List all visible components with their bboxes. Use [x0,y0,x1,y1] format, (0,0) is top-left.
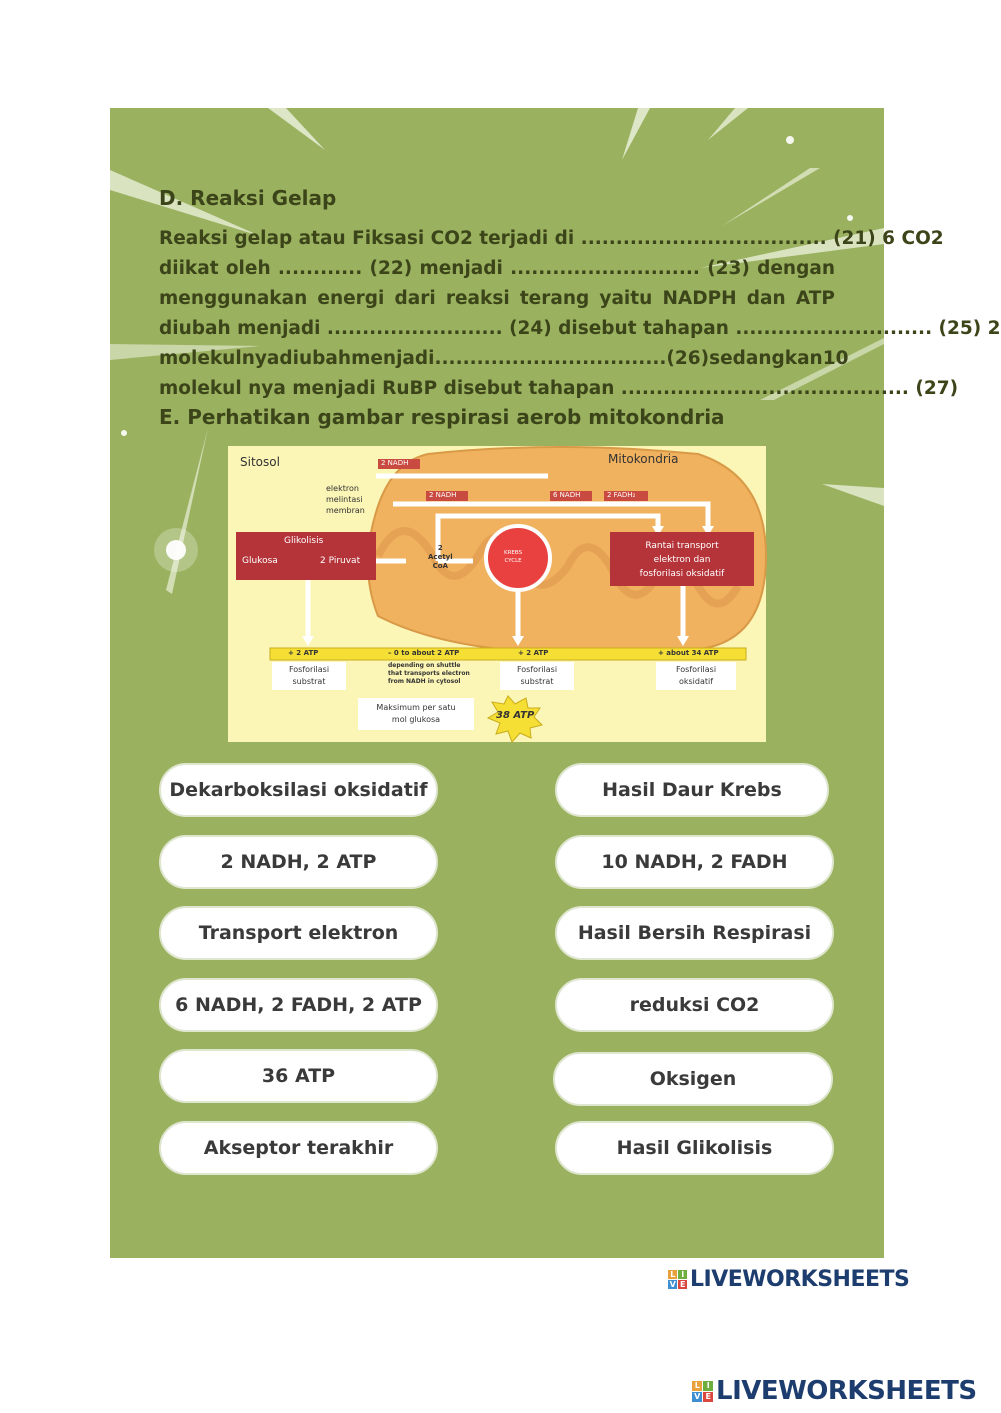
word: dari [394,288,436,309]
krebs-line: CYCLE [504,558,522,564]
shuttle-line: depending on shuttle [388,662,461,669]
blank-22: ............ [277,258,363,279]
logo-letter: V [692,1392,702,1402]
answer-card-hasil-daur-krebs[interactable]: Hasil Daur Krebs [555,763,829,817]
rantai-text [616,539,748,581]
fosforilasi-oksidatif [656,662,736,690]
maks-line: Maksimum per satu [376,703,456,712]
answer-card-6nadh-2fadh-2atp[interactable]: 6 NADH, 2 FADH, 2 ATP [159,978,438,1032]
paragraph-line [159,374,959,404]
liveworksheets-logo-inline [668,1267,909,1292]
paragraph-line [159,254,835,284]
word: (26) [666,348,710,369]
nadh-2-text: 2 NADH [429,491,457,499]
answer-card-dekarboksilasi[interactable]: Dekarboksilasi oksidatif [159,763,438,817]
answer-card-reduksi-co2[interactable]: reduksi CO2 [555,978,834,1032]
word: menjadi [351,348,435,369]
answer-card-oksigen[interactable]: Oksigen [553,1052,833,1106]
rantai-line: Rantai transport [645,541,719,551]
word: NADPH [662,288,737,309]
paragraph-line [159,224,944,254]
sitosol-label: Sitosol [240,455,280,469]
answer-card-hasil-bersih-respirasi[interactable]: Hasil Bersih Respirasi [555,906,834,960]
word: dengan [757,258,835,279]
word: diikat [159,258,219,279]
word: reaksi [445,288,510,309]
word: menjadi [419,258,503,279]
nadh-top-text: 2 NADH [381,459,409,467]
elektron-label [326,483,365,516]
fosf-line: substrat [520,677,554,686]
atp-2-text: – 0 to about 2 ATP [388,649,460,657]
brand-name: LIVEWORKSHEETS [690,1267,910,1292]
mitokondria-label: Mitokondria [608,452,679,466]
section-d-paragraph [159,224,1001,404]
maks-line: mol glukosa [391,715,441,724]
rantai-line: fosforilasi oksidatif [639,569,725,579]
atp-4-text: + about 34 ATP [658,649,719,657]
paragraph-line [159,344,849,374]
liveworksheets-logo-footer [692,1376,977,1406]
atp-1-text: + 2 ATP [288,649,319,657]
acetyl-line: 2 [437,544,443,552]
acetyl-line: CoA [432,562,448,570]
paragraph-line [159,284,835,314]
answer-card-2nadh-2atp[interactable]: 2 NADH, 2 ATP [159,835,438,889]
fosf-line: substrat [292,677,326,686]
answer-card-akseptor-terakhir[interactable]: Akseptor terakhir [159,1121,438,1175]
word: ATP [795,288,835,309]
logo-letter: E [703,1392,713,1402]
blank-23: ........................... [510,258,700,279]
answer-card-transport-elektron[interactable]: Transport elektron [159,906,438,960]
respiration-diagram [228,446,766,742]
section-d-heading: D. Reaksi Gelap [159,186,337,210]
nadh-6-text: 6 NADH [553,491,581,499]
word: menggunakan [159,288,308,309]
word: terang [519,288,590,309]
elektron-line: elektron [326,484,359,493]
atp-3-text: + 2 ATP [518,649,549,657]
worksheet-page [110,108,1001,1258]
word: nya [241,348,280,369]
answer-card-hasil-glikolisis[interactable]: Hasil Glikolisis [555,1121,834,1175]
answer-card-36atp[interactable]: 36 ATP [159,1049,438,1103]
word: (23) [707,258,750,279]
answer-card-10nadh-2fadh[interactable]: 10 NADH, 2 FADH [555,835,834,889]
word: yaitu [599,288,653,309]
fosforilasi-substrat-2 [500,662,574,690]
logo-letter: L [668,1270,677,1279]
glikolisis-text: Glikolisis [284,536,324,546]
shuttle-note [388,662,470,686]
word: dan [746,288,786,309]
word: oleh [225,258,271,279]
rantai-line: elektron dan [653,555,711,565]
section-e-heading: E. Perhatikan gambar respirasi aerob mitokondria [159,405,725,429]
word: 10 [822,348,849,369]
total-atp-text: 38 ATP [496,710,535,721]
fosf-line: Fosforilasi [675,665,717,674]
fosf-line: Fosforilasi [288,665,330,674]
line-text: molekul nya menjadi RuBP disebut tahapan ......................................... (27) [159,378,959,399]
shuttle-line: from NADH in cytosol [388,678,461,685]
word: molekul [159,348,242,369]
line-text: diubah menjadi ......................... (24) disebut tahapan ............................ (25) 2 [159,318,1001,339]
paragraph-line [159,314,1001,344]
liveworksheets-icon [692,1381,713,1402]
logo-letter: L [692,1381,702,1391]
shuttle-line: that transports electron [388,670,470,677]
word: (22) [369,258,413,279]
blank-26: ................................. [434,348,667,369]
krebs-label [504,549,522,565]
logo-letter: I [703,1381,713,1391]
word: energi [317,288,385,309]
acetyl-line: Acetyl [428,553,453,561]
elektron-line: membran [326,506,365,515]
krebs-line: KREBS [504,550,523,556]
word: sedangkan [709,348,823,369]
diagram-graphics [228,446,766,742]
fosf-line: Fosforilasi [516,665,558,674]
acetyl-coa-label [428,544,453,571]
liveworksheets-icon [668,1270,687,1289]
line-text: Reaksi gelap atau Fiksasi CO2 terjadi di ................................... (21) 6 CO2 [159,228,944,249]
logo-letter: E [678,1280,687,1289]
fadh-2-text: 2 FADH₂ [607,491,636,499]
maksimum-note [358,698,474,730]
elektron-line: melintasi [326,495,363,504]
fosforilasi-substrat-1 [272,662,346,690]
fosf-line: oksidatif [678,677,714,686]
word: diubah [279,348,352,369]
logo-letter: I [678,1270,687,1279]
logo-letter: V [669,1280,676,1289]
piruvat-text: 2 Piruvat [320,556,361,566]
glukosa-text: Glukosa [242,556,278,566]
brand-name: LIVEWORKSHEETS [716,1376,977,1406]
